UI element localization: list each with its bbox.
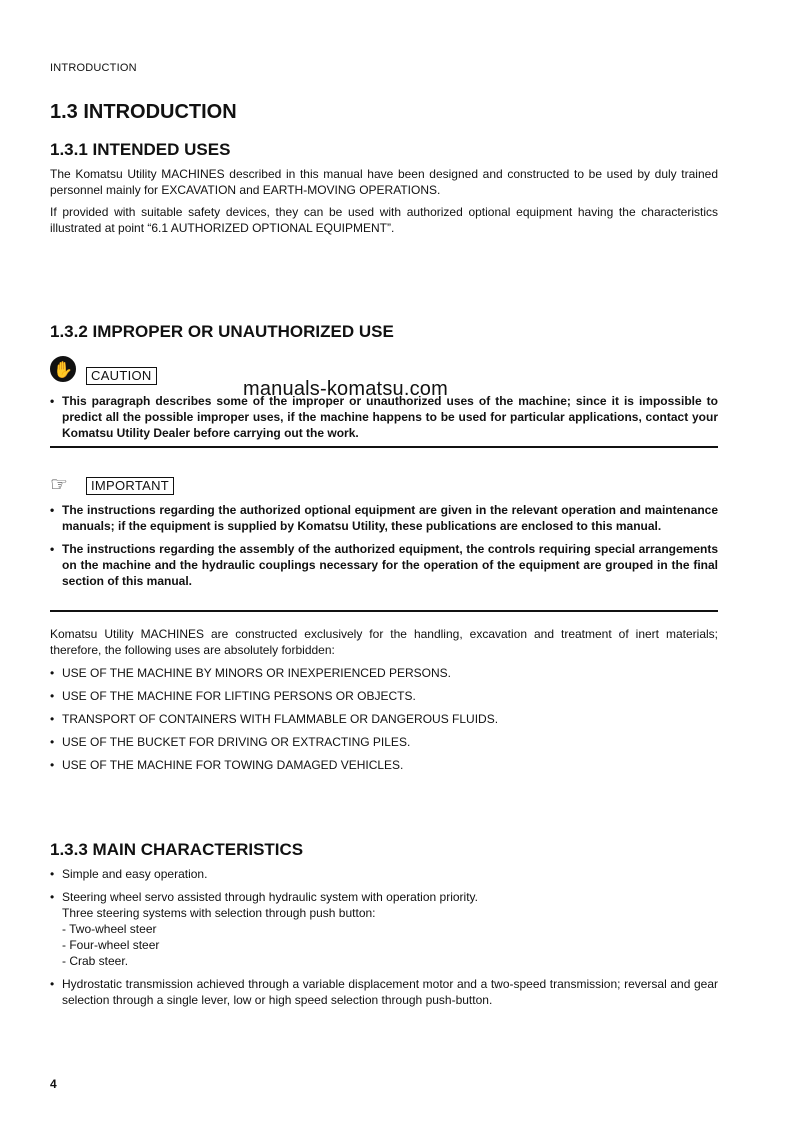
caution-label-wrap bbox=[86, 367, 157, 385]
forbidden-use-item: • TRANSPORT OF CONTAINERS WITH FLAMMABLE OR DANGEROUS FLUIDS. bbox=[50, 711, 718, 727]
intended-uses-paragraph-2: If provided with suitable safety devices, they can be used with authorized optional equipment having the characteristics illustrated at point “6.1 AUTHORIZED OPTIONAL EQUIPMENT”. bbox=[50, 205, 718, 235]
forbidden-uses-block bbox=[50, 626, 718, 773]
important-item: • The instructions regarding the authorized optional equipment are given in the relevant operation and maintenance manuals; if the equipment is supplied by Komatsu Utility, these publications are enclosed to this manual. bbox=[50, 502, 718, 534]
caution-item: • This paragraph describes some of the improper or unauthorized uses of the machine; since it is impossible to predict all the possible improper uses, if the machine happens to be used for particular applications, contact your Komatsu Utility Dealer before carrying out the work. bbox=[50, 393, 718, 441]
steering-option: - Four-wheel steer bbox=[62, 938, 160, 952]
steering-systems bbox=[62, 905, 718, 969]
forbidden-use-item: • USE OF THE BUCKET FOR DRIVING OR EXTRACTING PILES. bbox=[50, 734, 718, 750]
characteristic-item bbox=[50, 889, 718, 969]
important-block bbox=[50, 502, 718, 589]
forbidden-intro: Komatsu Utility MACHINES are constructed exclusively for the handling, excavation and treatment of inert materials; therefore, the following uses are absolutely forbidden: bbox=[50, 627, 718, 657]
intended-uses-title: 1.3.1 INTENDED USES bbox=[50, 140, 231, 159]
important-label: IMPORTANT bbox=[86, 477, 174, 495]
pointing-hand-icon: ☞ bbox=[50, 474, 68, 496]
intended-uses-body bbox=[50, 166, 718, 236]
important-label-wrap bbox=[86, 477, 174, 495]
improper-use-title: 1.3.2 IMPROPER OR UNAUTHORIZED USE bbox=[50, 322, 394, 341]
caution-divider bbox=[50, 446, 718, 448]
forbidden-use-item: • USE OF THE MACHINE FOR TOWING DAMAGED VEHICLES. bbox=[50, 757, 718, 773]
hand-stop-icon: ✋ bbox=[50, 356, 76, 382]
forbidden-use-item: • USE OF THE MACHINE FOR LIFTING PERSONS OR OBJECTS. bbox=[50, 688, 718, 704]
steering-option: - Two-wheel steer bbox=[62, 922, 157, 936]
steering-option: - Crab steer. bbox=[62, 954, 129, 968]
running-header: INTRODUCTION bbox=[50, 62, 137, 74]
characteristic-item: • Hydrostatic transmission achieved through a variable displacement motor and a two-speed transmission; reversal and gear selection through a single lever, low or high speed selection through push-button. bbox=[50, 976, 718, 1008]
main-characteristics-title: 1.3.3 MAIN CHARACTERISTICS bbox=[50, 840, 304, 859]
watermark: manuals-komatsu.com bbox=[243, 378, 448, 400]
main-characteristics-block bbox=[50, 866, 718, 1008]
steering-intro: Three steering systems with selection through push button: bbox=[62, 906, 376, 920]
forbidden-use-item: • USE OF THE MACHINE BY MINORS OR INEXPERIENCED PERSONS. bbox=[50, 665, 718, 681]
important-divider bbox=[50, 610, 718, 612]
page-number: 4 bbox=[50, 1077, 57, 1091]
section-title: 1.3 INTRODUCTION bbox=[50, 101, 237, 123]
intended-uses-paragraph-1: The Komatsu Utility MACHINES described in this manual have been designed and constructed to be used by duly trained personnel mainly for EXCAVATION and EARTH-MOVING OPERATIONS. bbox=[50, 167, 718, 197]
important-list bbox=[50, 502, 718, 589]
characteristics-list bbox=[50, 866, 718, 1008]
forbidden-uses-list bbox=[50, 665, 718, 773]
characteristic-item: • Simple and easy operation. bbox=[50, 866, 718, 882]
important-item: • The instructions regarding the assembly of the authorized equipment, the controls requiring special arrangements on the machine and the hydraulic couplings necessary for the operation of the equipment are grouped in the final section of this manual. bbox=[50, 541, 718, 589]
characteristic-text: • Steering wheel servo assisted through hydraulic system with operation priority. bbox=[62, 890, 478, 904]
caution-label: CAUTION bbox=[86, 367, 157, 385]
